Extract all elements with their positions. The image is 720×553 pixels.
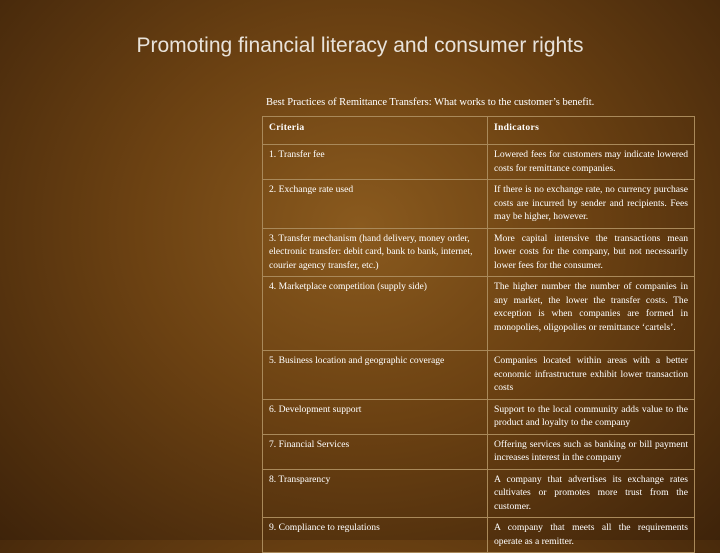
indicator-cell: The higher number the number of companies in any market, the lower the transfer costs. The exception is when companies are formed in monopolies, oligopolies or remittance ‘cartels’.	[488, 277, 695, 351]
indicator-cell: More capital intensive the transactions mean lower costs for the company, but not necessarily lower fees for the consumer.	[488, 228, 695, 277]
indicator-cell: A company that meets all the requirements operate as a remitter.	[488, 518, 695, 553]
criteria-cell: 7. Financial Services	[263, 434, 488, 469]
table-row	[263, 351, 695, 400]
table-row	[263, 180, 695, 229]
criteria-cell: 6. Development support	[263, 399, 488, 434]
table-row	[263, 145, 695, 180]
table-row	[263, 518, 695, 553]
criteria-cell: 9. Compliance to regulations	[263, 518, 488, 553]
table-row	[263, 434, 695, 469]
indicator-cell: Support to the local community adds value to the product and loyalty to the company	[488, 399, 695, 434]
criteria-cell: 5. Business location and geographic coverage	[263, 351, 488, 400]
table-row	[263, 277, 695, 351]
best-practices-table	[262, 116, 695, 553]
indicator-cell: Companies located within areas with a better economic infrastructure exhibit lower transaction costs	[488, 351, 695, 400]
header-indicators: Indicators	[488, 117, 695, 145]
criteria-cell: 4. Marketplace competition (supply side)	[263, 277, 488, 351]
table-row	[263, 228, 695, 277]
criteria-cell: 2. Exchange rate used	[263, 180, 488, 229]
table-caption: Best Practices of Remittance Transfers: What works to the customer’s benefit.	[266, 97, 595, 108]
table-row	[263, 469, 695, 518]
indicator-cell: If there is no exchange rate, no currency purchase costs are incurred by sender and recipients. Fees may be higher, however.	[488, 180, 695, 229]
indicator-cell: Lowered fees for customers may indicate lowered costs for remittance companies.	[488, 145, 695, 180]
criteria-cell: 3. Transfer mechanism (hand delivery, money order, electronic transfer: debit card, bank to bank, internet, courier agency transfer, etc.)	[263, 228, 488, 277]
table-header-row	[263, 117, 695, 145]
table-row	[263, 399, 695, 434]
criteria-cell: 8. Transparency	[263, 469, 488, 518]
criteria-cell: 1. Transfer fee	[263, 145, 488, 180]
header-criteria: Criteria	[263, 117, 488, 145]
indicator-cell: Offering services such as banking or bill payment increases interest in the company	[488, 434, 695, 469]
indicator-cell: A company that advertises its exchange rates cultivates or promotes more trust from the customer.	[488, 469, 695, 518]
slide-title: Promoting financial literacy and consumer rights	[136, 34, 584, 57]
